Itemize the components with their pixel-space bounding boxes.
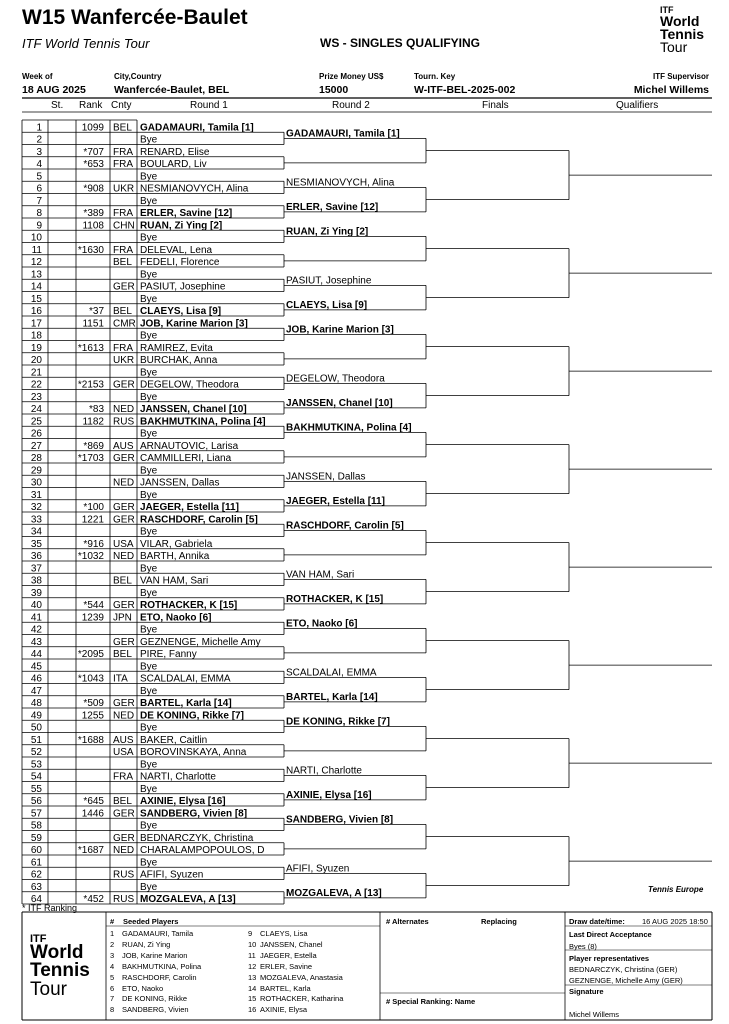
player-name: SCALDALAI, EMMA	[140, 673, 231, 685]
draw-position: 52	[30, 747, 42, 758]
seed-name: JAEGER, Estella	[260, 950, 317, 960]
seed-name: DE KONING, Rikke	[122, 994, 188, 1004]
draw-position: 51	[30, 734, 42, 746]
seeded-title: Seeded Players	[123, 917, 179, 926]
draw-position: 17	[30, 318, 42, 330]
player-name: GEZNENGE, Michelle Amy	[140, 636, 261, 648]
player-country: BEL	[113, 796, 132, 807]
seed-number: 1	[110, 929, 115, 938]
draw-position: 64	[30, 894, 42, 905]
col-rank: Rank	[79, 100, 103, 111]
round2-name: SCALDALAI, EMMA	[286, 667, 377, 679]
player-name: SANDBERG, Vivien [8]	[140, 808, 248, 820]
draw-position: 53	[30, 759, 42, 771]
round2-name: BAKHMUTKINA, Polina [4]	[286, 422, 412, 434]
round2-name: MOZGALEVA, A [13]	[286, 887, 382, 899]
draw-position: 29	[30, 465, 42, 477]
player-rank: 1182	[82, 416, 104, 428]
draw-position: 55	[30, 783, 42, 795]
player-country: UKR	[113, 183, 135, 195]
draw-position: 19	[30, 342, 42, 354]
player-name: Bye	[140, 367, 158, 379]
player-rank: 1099	[81, 122, 104, 134]
lda-value: Byes (8)	[569, 942, 597, 951]
reps-label: Player representatives	[569, 954, 650, 963]
player-name: CAMMILLERI, Liana	[140, 453, 232, 464]
draw-position: 44	[30, 649, 42, 660]
player-country: GER	[113, 514, 135, 526]
draw-datetime-value: 16 AUG 2025 18:50	[642, 917, 708, 926]
draw-position: 26	[30, 428, 42, 440]
player-name: DE KONING, Rikke [7]	[140, 710, 244, 722]
week-label: Week of	[22, 72, 53, 81]
player-name: CHARALAMPOPOULOS, D	[140, 845, 265, 856]
tour-subtitle: ITF World Tennis Tour	[22, 36, 150, 51]
draw-position: 2	[36, 134, 42, 146]
seed-number: 7	[110, 994, 115, 1004]
player-name: BEDNARCZYK, Christina	[140, 832, 254, 844]
player-country: NED	[113, 710, 135, 722]
tourn-key-label: Tourn. Key	[414, 72, 456, 81]
draw-position: 33	[30, 514, 42, 526]
draw-position: 47	[30, 685, 42, 697]
tennis-europe-logo: Tennis Europe	[648, 885, 704, 894]
player-name: Bye	[140, 465, 158, 477]
player-name: PIRE, Fanny	[140, 649, 197, 660]
round2-name: ROTHACKER, K [15]	[286, 593, 384, 605]
logo-line: Tennis	[30, 960, 90, 982]
player-country: BEL	[113, 122, 132, 134]
round2-name: RASCHDORF, Carolin [5]	[286, 520, 404, 532]
player-rank: *544	[83, 600, 104, 611]
draw-position: 56	[30, 796, 42, 807]
col-finals: Finals	[482, 100, 509, 111]
draw-position: 32	[30, 502, 42, 513]
player-rank: 1446	[81, 808, 104, 820]
player-name: Bye	[140, 232, 158, 244]
player-country: BEL	[113, 257, 132, 268]
player-country: GER	[113, 453, 135, 464]
logo-line: Tour	[660, 39, 688, 56]
player-rank: *1043	[77, 673, 104, 685]
player-country: GER	[113, 698, 135, 709]
draw-position: 9	[36, 220, 42, 232]
draw-position: 38	[30, 575, 42, 587]
draw-position: 15	[30, 293, 42, 305]
player-rank: 1108	[82, 220, 104, 232]
draw-position: 61	[30, 857, 42, 869]
seed-number: 12	[248, 961, 257, 971]
seed-number: 9	[248, 929, 253, 938]
player-name: BARTH, Annika	[140, 551, 210, 562]
player-rank: *645	[83, 796, 104, 807]
draw-position: 40	[30, 600, 42, 611]
player-name: DEGELOW, Theodora	[140, 379, 239, 391]
player-name: MOZGALEVA, A [13]	[140, 894, 236, 905]
player-country: BEL	[113, 575, 132, 587]
draw-position: 3	[36, 146, 42, 158]
seeded-hash: #	[110, 917, 115, 926]
player-rank: *908	[83, 183, 104, 195]
seed-number: 10	[248, 939, 257, 949]
player-rank: *100	[83, 502, 104, 513]
round2-name: NESMIANOVYCH, Alina	[286, 177, 395, 189]
city-value: Wanfercée-Baulet, BEL	[114, 84, 230, 96]
special-ranking-title: # Special Ranking: Name	[386, 997, 476, 1006]
player-rank: *1703	[77, 453, 104, 464]
seed-name: CLAEYS, Lisa	[260, 929, 308, 938]
rep-1: BEDNARCZYK, Christina (GER)	[569, 965, 678, 974]
player-name: Bye	[140, 563, 158, 575]
col-round1: Round 1	[190, 100, 228, 111]
player-rank: *916	[83, 538, 104, 550]
player-name: JANSSEN, Chanel [10]	[140, 404, 247, 415]
player-name: RUAN, Zi Ying [2]	[140, 220, 223, 232]
player-rank: *707	[83, 146, 104, 158]
seed-number: 6	[110, 983, 115, 993]
draw-position: 54	[30, 771, 42, 783]
seed-name: RASCHDORF, Carolin	[122, 972, 197, 982]
player-name: Bye	[140, 759, 158, 771]
round2-name: AXINIE, Elysa [16]	[286, 789, 372, 801]
player-country: NED	[113, 404, 135, 415]
player-country: RUS	[113, 869, 135, 881]
seed-number: 3	[110, 950, 115, 960]
draw-position: 34	[30, 526, 42, 538]
draw-position: 45	[30, 661, 42, 673]
player-name: Bye	[140, 391, 158, 403]
player-country: GER	[113, 281, 135, 293]
player-country: AUS	[113, 440, 134, 452]
seed-number: 15	[248, 994, 257, 1004]
player-name: FEDELI, Florence	[140, 257, 220, 268]
player-name: RASCHDORF, Carolin [5]	[140, 514, 258, 526]
seed-number: 4	[110, 961, 115, 971]
player-country: NED	[113, 845, 135, 856]
prize-label: Prize Money US$	[319, 72, 384, 81]
city-label: City,Country	[114, 72, 162, 81]
logo-line: Tennis	[660, 25, 705, 42]
draw-position: 39	[30, 587, 42, 599]
player-name: Bye	[140, 587, 158, 599]
player-name: VAN HAM, Sari	[140, 575, 209, 587]
draw-position: 37	[30, 563, 42, 575]
draw-position: 1	[36, 122, 42, 134]
player-country: GER	[113, 379, 135, 391]
seed-number: 14	[248, 983, 257, 993]
player-name: NESMIANOVYCH, Alina	[140, 183, 249, 195]
seed-name: GADAMAURI, Tamila	[122, 929, 194, 938]
player-name: JANSSEN, Dallas	[140, 477, 220, 489]
signature-name: Michel Willems	[569, 1010, 620, 1019]
draw-position: 50	[30, 722, 42, 734]
col-st: St.	[51, 100, 64, 111]
player-name: PASIUT, Josephine	[140, 281, 226, 293]
player-rank: *2153	[77, 379, 104, 391]
player-name: Bye	[140, 820, 158, 832]
logo-line: World	[30, 942, 84, 964]
player-country: GER	[113, 502, 135, 513]
round2-name: ETO, Naoko [6]	[286, 618, 358, 630]
player-name: BOROVINSKAYA, Anna	[140, 747, 247, 758]
player-name: Bye	[140, 881, 158, 893]
footnote: * ITF Ranking	[22, 903, 78, 913]
draw-position: 27	[30, 440, 42, 452]
draw-position: 5	[36, 171, 42, 183]
player-name: ROTHACKER, K [15]	[140, 600, 238, 611]
seed-name: AXINIE, Elysa	[260, 1005, 308, 1015]
player-name: Bye	[140, 195, 158, 207]
player-rank: 1151	[82, 318, 104, 330]
seed-name: MOZGALEVA, Anastasia	[260, 972, 343, 982]
seed-number: 8	[110, 1005, 115, 1015]
player-name: BAKER, Caitlin	[140, 734, 208, 746]
player-country: JPN	[113, 612, 132, 624]
player-country: GER	[113, 636, 135, 648]
draw-position: 43	[30, 636, 42, 648]
player-name: ETO, Naoko [6]	[140, 612, 212, 624]
draw-position: 31	[30, 489, 42, 501]
seed-name: JANSSEN, Chanel	[260, 939, 323, 949]
lda-label: Last Direct Acceptance	[569, 930, 652, 939]
round2-name: JANSSEN, Dallas	[286, 471, 366, 483]
player-country: FRA	[113, 159, 133, 170]
player-country: FRA	[113, 244, 133, 256]
logo-line: ITF	[660, 5, 674, 15]
draw-position: 7	[36, 195, 42, 207]
player-country: ITA	[113, 673, 128, 685]
player-name: ARNAUTOVIC, Larisa	[140, 440, 239, 452]
player-name: JAEGER, Estella [11]	[140, 502, 239, 513]
player-rank: *83	[88, 404, 104, 415]
round2-name: VAN HAM, Sari	[286, 569, 355, 581]
player-name: Bye	[140, 489, 158, 501]
player-rank: *1630	[77, 244, 104, 256]
seed-name: SANDBERG, Vivien	[122, 1005, 189, 1015]
player-country: UKR	[113, 355, 135, 366]
player-name: BARTEL, Karla [14]	[140, 698, 232, 709]
logo-line: World	[660, 12, 700, 29]
player-rank: *2095	[77, 649, 104, 660]
draw-position: 58	[30, 820, 42, 832]
draw-position: 16	[30, 306, 42, 317]
draw-position: 20	[30, 355, 42, 366]
player-name: BAKHMUTKINA, Polina [4]	[140, 416, 266, 428]
player-country: USA	[113, 747, 134, 758]
player-name: Bye	[140, 722, 158, 734]
draw-position: 18	[30, 330, 42, 342]
seed-number: 5	[110, 972, 115, 982]
draw-position: 36	[30, 551, 42, 562]
player-rank: *869	[83, 440, 104, 452]
round2-name: JANSSEN, Chanel [10]	[286, 397, 393, 409]
player-country: NED	[113, 477, 135, 489]
seed-name: RUAN, Zi Ying	[122, 939, 171, 949]
draw-position: 46	[30, 673, 42, 685]
player-country: GER	[113, 600, 135, 611]
player-name: Bye	[140, 783, 158, 795]
signature-label: Signature	[569, 987, 604, 996]
draw-position: 35	[30, 538, 42, 550]
player-name: AFIFI, Syuzen	[140, 869, 204, 881]
player-country: CHN	[113, 220, 135, 232]
player-rank: *37	[88, 306, 104, 317]
player-name: Bye	[140, 171, 158, 183]
draw-datetime-label: Draw date/time:	[569, 917, 625, 926]
player-country: AUS	[113, 734, 134, 746]
logo-line: ITF	[30, 933, 47, 945]
draw-position: 11	[31, 244, 42, 256]
seed-name: ERLER, Savine	[260, 961, 313, 971]
player-rank: *1688	[77, 734, 104, 746]
draw-position: 8	[36, 208, 42, 219]
draw-position: 42	[30, 624, 42, 636]
rep-2: GEZNENGE, Michelle Amy (GER)	[569, 976, 683, 985]
player-country: FRA	[113, 146, 133, 158]
player-name: RENARD, Elise	[140, 146, 210, 158]
draw-position: 25	[30, 416, 42, 428]
draw-position: 12	[30, 257, 42, 268]
round2-name: ERLER, Savine [12]	[286, 201, 379, 213]
player-rank: *389	[83, 208, 104, 219]
player-name: Bye	[140, 293, 158, 305]
seed-name: JOB, Karine Marion	[122, 950, 188, 960]
seed-number: 11	[248, 950, 256, 960]
player-name: Bye	[140, 857, 158, 869]
round2-name: DE KONING, Rikke [7]	[286, 716, 390, 728]
player-name: GADAMAURI, Tamila [1]	[140, 122, 254, 134]
player-name: AXINIE, Elysa [16]	[140, 796, 226, 807]
col-round2: Round 2	[332, 100, 370, 111]
draw-position: 28	[30, 453, 42, 464]
draw-position: 4	[36, 159, 42, 170]
draw-position: 63	[30, 881, 42, 893]
seed-number: 16	[248, 1005, 257, 1015]
logo-line: Tour	[30, 978, 67, 1000]
round2-name: AFIFI, Syuzen	[286, 863, 350, 875]
col-qualifiers: Qualifiers	[616, 100, 659, 111]
player-name: VILAR, Gabriela	[140, 538, 213, 550]
player-name: Bye	[140, 624, 158, 636]
draw-position: 49	[30, 710, 42, 722]
player-country: CMR	[113, 318, 136, 330]
player-name: Bye	[140, 428, 158, 440]
player-country: FRA	[113, 342, 133, 354]
round2-name: JOB, Karine Marion [3]	[286, 324, 394, 336]
seed-name: ROTHACKER, Katharina	[260, 994, 344, 1004]
player-country: BEL	[113, 306, 132, 317]
event-name: WS - SINGLES QUALIFYING	[320, 36, 481, 50]
player-country: BEL	[113, 649, 132, 660]
draw-position: 59	[30, 832, 42, 844]
round2-name: BARTEL, Karla [14]	[286, 691, 378, 703]
player-country: FRA	[113, 771, 133, 783]
page-title: W15 Wanfercée-Baulet	[22, 6, 248, 29]
draw-position: 22	[30, 379, 42, 391]
tourn-key-value: W-ITF-BEL-2025-002	[414, 84, 516, 96]
draw-position: 48	[30, 698, 42, 709]
draw-position: 41	[30, 612, 42, 624]
round2-name: CLAEYS, Lisa [9]	[286, 299, 368, 311]
draw-position: 62	[30, 869, 42, 881]
itf-logo-footer	[30, 934, 90, 999]
player-name: Bye	[140, 134, 158, 146]
player-rank: 1239	[81, 612, 104, 624]
player-country: GER	[113, 832, 135, 844]
player-country: GER	[113, 808, 135, 820]
alternates-title: # Alternates	[386, 917, 429, 926]
player-name: Bye	[140, 685, 158, 697]
round2-name: SANDBERG, Vivien [8]	[286, 814, 394, 826]
player-name: Bye	[140, 661, 158, 673]
player-rank: 1255	[81, 710, 104, 722]
player-name: Bye	[140, 330, 158, 342]
draw-position: 10	[30, 232, 42, 244]
player-name: RAMIREZ, Evita	[140, 342, 213, 354]
draw-position: 21	[30, 367, 42, 379]
player-country: FRA	[113, 208, 133, 219]
round2-name: PASIUT, Josephine	[286, 275, 372, 287]
seed-name: ETO, Naoko	[122, 983, 164, 993]
replacing-title: Replacing	[481, 917, 517, 926]
prize-value: 15000	[319, 84, 349, 96]
draw-position: 23	[30, 391, 42, 403]
draw-position: 30	[30, 477, 42, 489]
player-rank: *1687	[77, 845, 104, 856]
player-country: RUS	[113, 416, 135, 428]
player-name: Bye	[140, 526, 158, 538]
player-name: BOULARD, Liv	[140, 159, 207, 170]
round2-name: NARTI, Charlotte	[286, 765, 362, 777]
player-name: NARTI, Charlotte	[140, 771, 216, 783]
round2-name: DEGELOW, Theodora	[286, 373, 385, 385]
draw-position: 6	[36, 183, 42, 195]
round2-name: RUAN, Zi Ying [2]	[286, 226, 369, 238]
player-rank: *1613	[77, 342, 104, 354]
player-name: ERLER, Savine [12]	[140, 208, 233, 219]
draw-position: 57	[30, 808, 42, 820]
seed-number: 2	[110, 939, 115, 949]
seed-name: BARTEL, Karla	[260, 983, 311, 993]
player-name: JOB, Karine Marion [3]	[140, 318, 248, 330]
player-rank: *452	[83, 894, 104, 905]
player-name: CLAEYS, Lisa [9]	[140, 306, 222, 317]
player-rank: *509	[83, 698, 104, 709]
draw-position: 24	[30, 404, 42, 415]
draw-position: 13	[30, 269, 42, 281]
player-rank: *653	[83, 159, 104, 170]
draw-position: 14	[30, 281, 42, 293]
week-value: 18 AUG 2025	[22, 84, 86, 96]
supervisor-value: Michel Willems	[633, 84, 709, 96]
player-country: USA	[113, 538, 134, 550]
seed-number: 13	[248, 972, 257, 982]
player-name: Bye	[140, 269, 158, 281]
player-rank: 1221	[81, 514, 104, 526]
seed-name: BAKHMUTKINA, Polina	[122, 961, 202, 971]
player-country: NED	[113, 551, 135, 562]
player-country: RUS	[113, 894, 135, 905]
player-name: BURCHAK, Anna	[140, 355, 218, 366]
player-name: DELEVAL, Lena	[140, 244, 213, 256]
col-cnty: Cnty	[111, 100, 132, 111]
supervisor-label: ITF Supervisor	[652, 72, 709, 81]
round2-name: GADAMAURI, Tamila [1]	[286, 128, 400, 140]
player-rank: *1032	[77, 551, 104, 562]
round2-name: JAEGER, Estella [11]	[286, 495, 385, 507]
draw-position: 60	[30, 845, 42, 856]
